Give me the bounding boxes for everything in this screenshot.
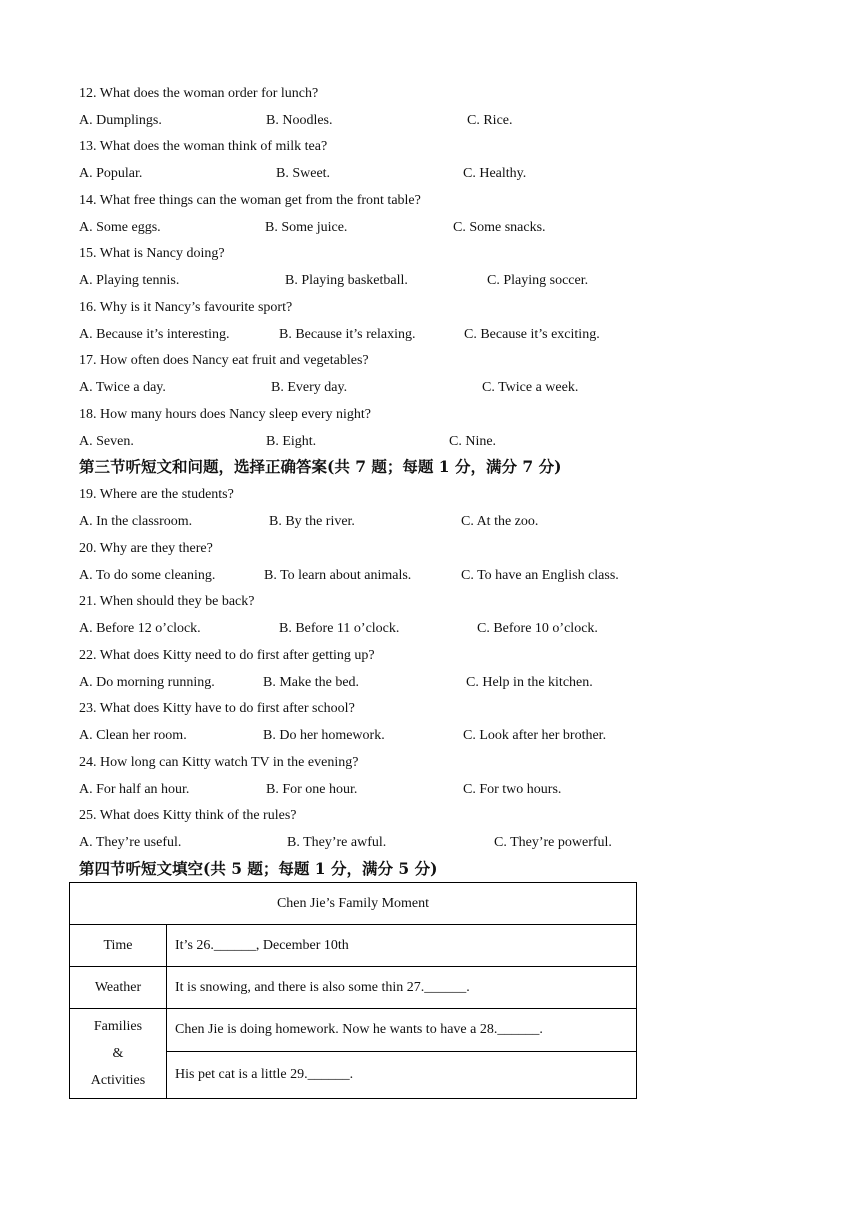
q23-option-a: A. Clean her room. bbox=[79, 728, 187, 743]
question-25: 25. What does Kitty think of the rules? bbox=[79, 808, 297, 823]
q21-option-b: B. Before 11 o’clock. bbox=[279, 621, 400, 636]
q12-option-a: A. Dumplings. bbox=[79, 113, 162, 128]
q15-option-c: C. Playing soccer. bbox=[487, 273, 589, 288]
q24-option-c: C. For two hours. bbox=[463, 782, 562, 797]
q23-option-c: C. Look after her brother. bbox=[463, 728, 607, 743]
q22-option-a: A. Do morning running. bbox=[79, 675, 215, 690]
q12-option-c: C. Rice. bbox=[467, 113, 513, 128]
q15-option-a: A. Playing tennis. bbox=[79, 273, 180, 288]
q14-option-a: A. Some eggs. bbox=[79, 220, 161, 235]
ampersand-label: & bbox=[112, 1046, 124, 1061]
question-22: 22. What does Kitty need to do first after getting up? bbox=[79, 648, 375, 663]
q18-option-b: B. Eight. bbox=[266, 434, 317, 449]
q18-option-c: C. Nine. bbox=[449, 434, 497, 449]
question-16: 16. Why is it Nancy’s favourite sport? bbox=[79, 300, 293, 315]
question-24: 24. How long can Kitty watch TV in the evening? bbox=[79, 755, 359, 770]
q21-option-a: A. Before 12 o’clock. bbox=[79, 621, 201, 636]
q21-option-c: C. Before 10 o’clock. bbox=[477, 621, 598, 636]
section-3-heading: 第三节听短文和问题，选择正确答案(共 7 题；每题 1 分，满分 7 分) bbox=[79, 457, 562, 476]
q20-option-c: C. To have an English class. bbox=[461, 568, 619, 583]
time-value: It’s 26.______, December 10th bbox=[167, 925, 637, 967]
question-14: 14. What free things can the woman get from the front table? bbox=[79, 193, 421, 208]
q25-option-b: B. They’re awful. bbox=[287, 835, 387, 850]
q19-option-a: A. In the classroom. bbox=[79, 514, 193, 529]
q14-option-b: B. Some juice. bbox=[265, 220, 348, 235]
table-title: Chen Jie’s Family Moment bbox=[70, 883, 637, 925]
q20-option-a: A. To do some cleaning. bbox=[79, 568, 216, 583]
question-23: 23. What does Kitty have to do first after school? bbox=[79, 701, 355, 716]
fill-in-table bbox=[69, 882, 637, 1099]
q20-option-b: B. To learn about animals. bbox=[264, 568, 412, 583]
q15-option-b: B. Playing basketball. bbox=[285, 273, 408, 288]
section-4-heading: 第四节听短文填空(共 5 题；每题 1 分，满分 5 分) bbox=[79, 859, 438, 878]
q16-option-a: A. Because it’s interesting. bbox=[79, 327, 230, 342]
question-21: 21. When should they be back? bbox=[79, 594, 255, 609]
question-13: 13. What does the woman think of milk tea? bbox=[79, 139, 328, 154]
question-12: 12. What does the woman order for lunch? bbox=[79, 86, 319, 101]
q13-option-a: A. Popular. bbox=[79, 166, 143, 181]
activity-row-28: Chen Jie is doing homework. Now he wants to have a 28.______. bbox=[167, 1009, 637, 1052]
question-15: 15. What is Nancy doing? bbox=[79, 246, 225, 261]
q25-option-a: A. They’re useful. bbox=[79, 835, 182, 850]
q22-option-c: C. Help in the kitchen. bbox=[466, 675, 593, 690]
q17-option-a: A. Twice a day. bbox=[79, 380, 166, 395]
families-activities-label bbox=[70, 1009, 167, 1099]
q23-option-b: B. Do her homework. bbox=[263, 728, 385, 743]
question-19: 19. Where are the students? bbox=[79, 487, 234, 502]
q17-option-c: C. Twice a week. bbox=[482, 380, 579, 395]
q18-option-a: A. Seven. bbox=[79, 434, 134, 449]
q14-option-c: C. Some snacks. bbox=[453, 220, 546, 235]
activities-label: Activities bbox=[90, 1073, 146, 1088]
q25-option-c: C. They’re powerful. bbox=[494, 835, 612, 850]
q16-option-c: C. Because it’s exciting. bbox=[464, 327, 600, 342]
q17-option-b: B. Every day. bbox=[271, 380, 348, 395]
q19-option-c: C. At the zoo. bbox=[461, 514, 539, 529]
question-18: 18. How many hours does Nancy sleep every night? bbox=[79, 407, 371, 422]
question-20: 20. Why are they there? bbox=[79, 541, 213, 556]
weather-label: Weather bbox=[70, 967, 167, 1009]
q13-option-b: B. Sweet. bbox=[276, 166, 331, 181]
q12-option-b: B. Noodles. bbox=[266, 113, 333, 128]
time-label: Time bbox=[70, 925, 167, 967]
families-label: Families bbox=[93, 1019, 143, 1034]
q24-option-b: B. For one hour. bbox=[266, 782, 358, 797]
activity-row-29: His pet cat is a little 29.______. bbox=[167, 1052, 637, 1099]
q16-option-b: B. Because it’s relaxing. bbox=[279, 327, 416, 342]
q22-option-b: B. Make the bed. bbox=[263, 675, 360, 690]
q13-option-c: C. Healthy. bbox=[463, 166, 527, 181]
weather-value: It is snowing, and there is also some thin 27.______. bbox=[167, 967, 637, 1009]
q24-option-a: A. For half an hour. bbox=[79, 782, 190, 797]
question-17: 17. How often does Nancy eat fruit and vegetables? bbox=[79, 353, 369, 368]
q19-option-b: B. By the river. bbox=[269, 514, 355, 529]
